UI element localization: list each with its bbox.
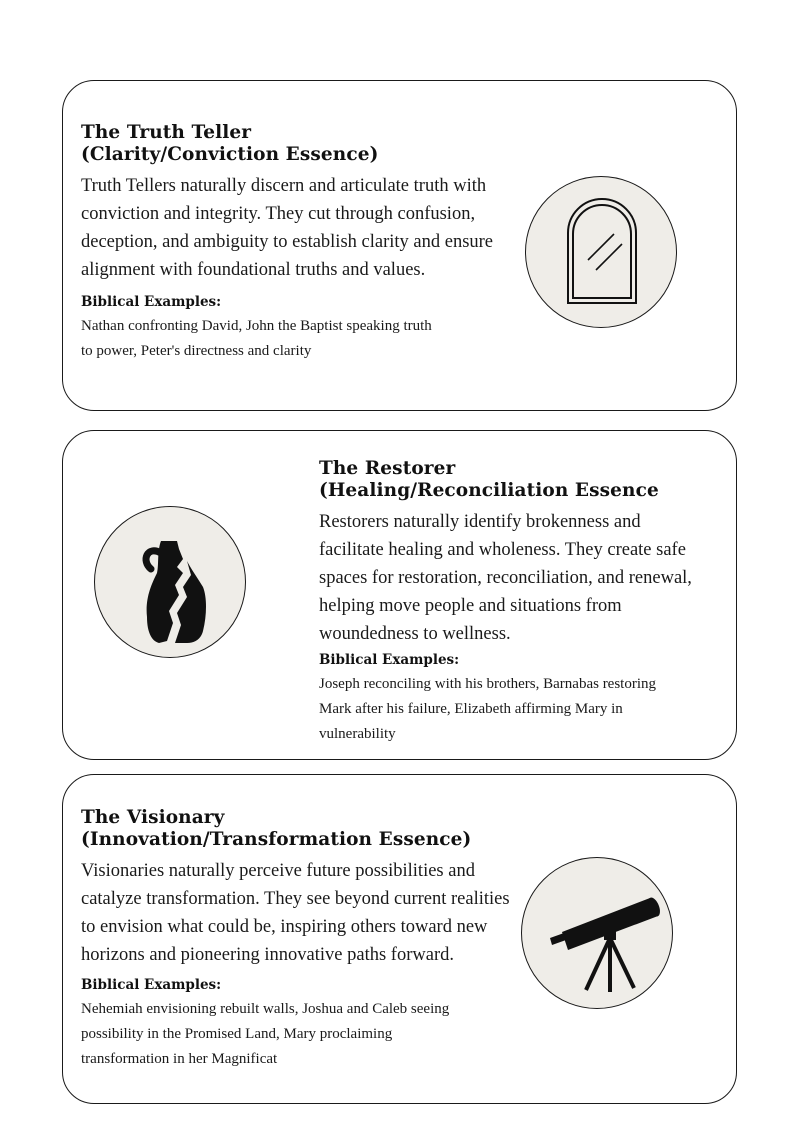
broken-jug-icon bbox=[95, 507, 247, 659]
title-line-1: The Visionary bbox=[81, 807, 225, 828]
card-truth-teller bbox=[62, 80, 737, 411]
card-text bbox=[81, 122, 511, 364]
card-description: Truth Tellers naturally discern and articulate truth with conviction and integrity. They cut through confusion, deception, and ambiguity to establish clarity and ensure alignment with foundational truths and values. bbox=[81, 176, 494, 280]
card-text bbox=[319, 458, 719, 747]
examples-label: Biblical Examples: bbox=[319, 652, 460, 668]
examples-text: Nehemiah envisioning rebuilt walls, Joshua and Caleb seeing possibility in the Promised Land, Mary proclaiming transformation in her Magnificat bbox=[81, 1001, 450, 1067]
card-restorer bbox=[62, 430, 737, 760]
examples-text: Joseph reconciling with his brothers, Barnabas restoring Mark after his failure, Elizabeth affirming Mary in vulnerability bbox=[319, 676, 657, 742]
title-line-2: (Healing/Reconciliation Essence bbox=[319, 480, 659, 501]
mirror-icon bbox=[526, 177, 678, 329]
icon-circle bbox=[94, 506, 246, 658]
card-text bbox=[81, 807, 531, 1072]
telescope-icon bbox=[522, 858, 674, 1010]
icon-circle bbox=[521, 857, 673, 1009]
examples-label: Biblical Examples: bbox=[81, 977, 222, 993]
card-title bbox=[81, 122, 511, 166]
title-line-2: (Innovation/Transformation Essence) bbox=[81, 829, 472, 850]
icon-circle bbox=[525, 176, 677, 328]
title-line-2: (Clarity/Conviction Essence) bbox=[81, 144, 379, 165]
card-description: Visionaries naturally perceive future possibilities and catalyze transformation. They see beyond current realities to envision what could be, inspiring others toward new horizons and pioneering innovative paths forward. bbox=[81, 861, 510, 965]
card-description: Restorers naturally identify brokenness and facilitate healing and wholeness. They create safe spaces for restoration, reconciliation, and renewal, helping move people and situations from woundedness to wellness. bbox=[319, 512, 692, 644]
title-line-1: The Truth Teller bbox=[81, 122, 252, 143]
examples-label: Biblical Examples: bbox=[81, 294, 222, 310]
card-title bbox=[319, 458, 719, 502]
card-visionary bbox=[62, 774, 737, 1104]
examples-text: Nathan confronting David, John the Baptist speaking truth to power, Peter's directness and clarity bbox=[81, 318, 432, 359]
title-line-1: The Restorer bbox=[319, 458, 456, 479]
card-title bbox=[81, 807, 531, 851]
